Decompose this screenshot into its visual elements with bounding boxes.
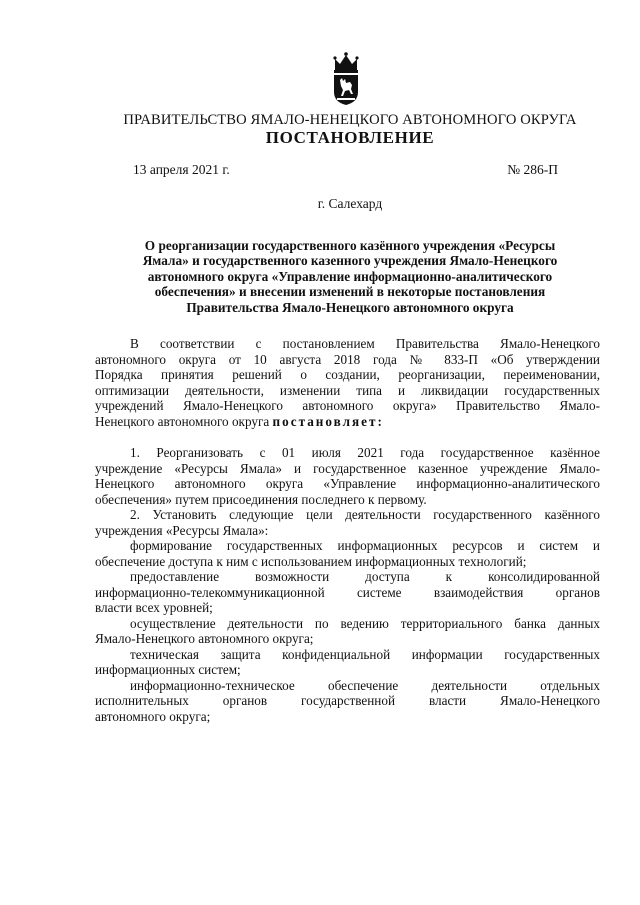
text-line: информационно-телекоммуникационной системе взаимодействия органов bbox=[95, 584, 600, 600]
document-type: ПОСТАНОВЛЕНИЕ bbox=[265, 128, 435, 147]
text-line: власти всех уровней; bbox=[95, 600, 213, 615]
title-line: О реорганизации государственного казённого учреждения «Ресурсы bbox=[144, 238, 556, 253]
text-line: техническая защита конфиденциальной информации государственных bbox=[130, 646, 600, 662]
coat-of-arms-icon bbox=[331, 50, 361, 106]
text-line: обеспечение доступа к ним с использованием информационных технологий; bbox=[95, 553, 527, 569]
text-line: учреждений Ямало-Ненецкого автономного округа» Правительство Ямало- bbox=[95, 398, 600, 413]
text-line: информационных систем; bbox=[95, 662, 241, 677]
text-line: автономного округа; bbox=[95, 708, 211, 724]
government-name: ПРАВИТЕЛЬСТВО ЯМАЛО-НЕНЕЦКОГО АВТОНОМНОГО ОКРУГА bbox=[123, 112, 577, 128]
document-body bbox=[95, 336, 600, 724]
title-line: Ямала» и государственного казенного учреждения Ямало-Ненецкого bbox=[142, 253, 558, 269]
title-line: Правительства Ямало-Ненецкого автономного округа bbox=[186, 299, 514, 315]
text-line: обеспечения» путем присоединения последнего к первому. bbox=[95, 491, 427, 507]
preamble-last-text: Ненецкого автономного округа bbox=[95, 413, 273, 429]
item-1-paragraph bbox=[95, 445, 600, 507]
text-line: учреждение «Ресурсы Ямала» и государственное казенное учреждение Ямало- bbox=[95, 460, 600, 476]
text-line: Порядка принятия решений о создании, реорганизации, переименовании, bbox=[95, 367, 600, 382]
text-line: учреждения «Ресурсы Ямала»: bbox=[95, 522, 269, 538]
text-line: автономного округа от 10 августа 2018 года № 833-П «Об утверждении bbox=[95, 351, 600, 367]
document-number: № 286-П bbox=[507, 162, 558, 177]
document-city: г. Салехард bbox=[317, 196, 383, 211]
paragraph-gap bbox=[95, 429, 600, 445]
text-line: 1. Реорганизовать с 01 июля 2021 года государственное казённое bbox=[130, 445, 600, 460]
text-line: исполнительных органов государственной власти Ямало-Ненецкого bbox=[95, 693, 600, 708]
text-line: Ненецкого автономного округа «Управление информационно-аналитического bbox=[95, 476, 600, 491]
item-2-paragraph bbox=[95, 507, 600, 538]
goal-paragraph bbox=[95, 569, 600, 616]
document-title bbox=[106, 238, 594, 315]
text-line: предоставление возможности доступа к консолидированной bbox=[130, 569, 600, 584]
preamble-paragraph bbox=[95, 336, 600, 429]
text-line: В соответствии с постановлением Правительства Ямало-Ненецкого bbox=[130, 336, 600, 351]
goal-paragraph bbox=[95, 538, 600, 569]
title-line: обеспечения» и внесении изменений в некоторые постановления bbox=[154, 284, 546, 300]
text-line: осуществление деятельности по ведению территориального банка данных bbox=[130, 615, 600, 631]
text-line: формирование государственных информационных ресурсов и систем и bbox=[130, 538, 600, 553]
text-line: Ямало-Ненецкого автономного округа; bbox=[95, 631, 314, 646]
document-date: 13 апреля 2021 г. bbox=[133, 162, 230, 177]
goal-paragraph bbox=[95, 647, 600, 678]
text-line bbox=[95, 414, 600, 430]
text-line: оптимизации деятельности, изменении типа и ликвидации государственных bbox=[95, 382, 600, 398]
title-line: автономного округа «Управление информационно-аналитического bbox=[147, 268, 553, 284]
text-line: 2. Установить следующие цели деятельности государственного казённого bbox=[130, 507, 600, 522]
resolves-word: постановляет: bbox=[272, 413, 384, 429]
text-line: информационно-техническое обеспечение деятельности отдельных bbox=[130, 677, 600, 693]
goal-paragraph bbox=[95, 678, 600, 725]
goal-paragraph bbox=[95, 616, 600, 647]
